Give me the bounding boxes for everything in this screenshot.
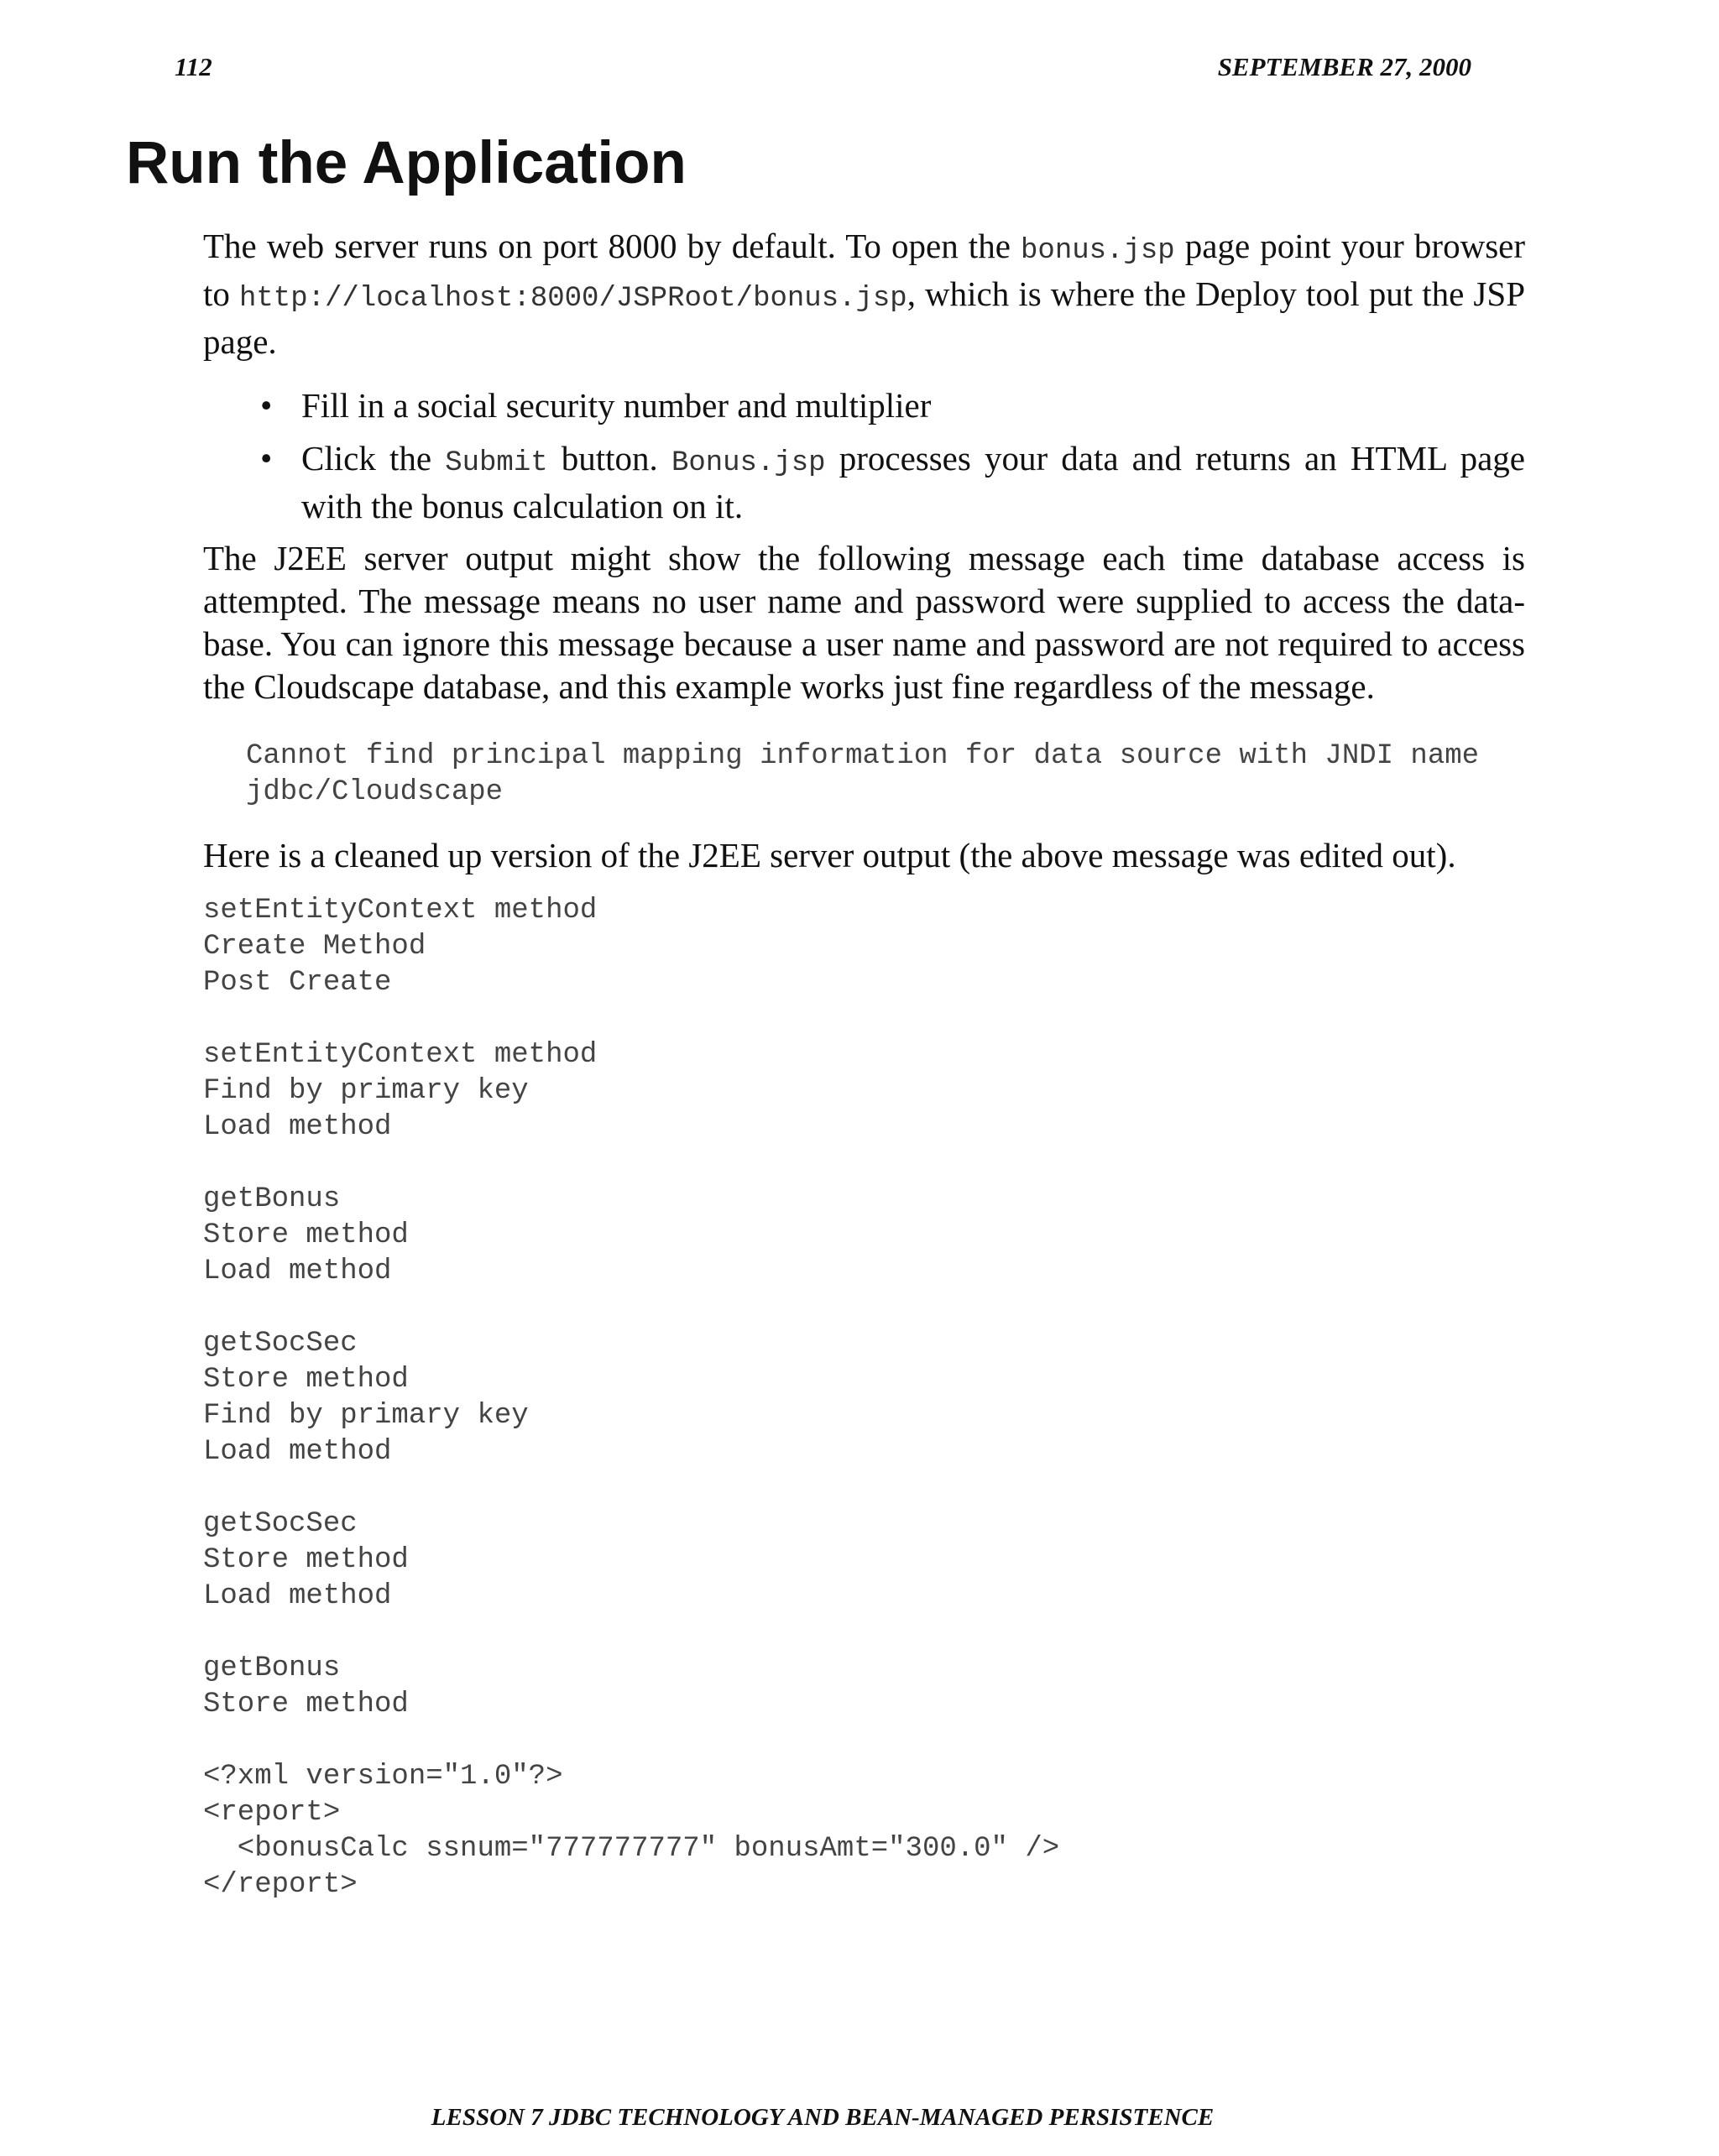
header-date: SEPTEMBER 27, 2000 (1217, 52, 1471, 81)
code-line: jdbc/Cloudscape (246, 776, 504, 808)
code-line: Create Method (203, 931, 426, 963)
code-line: setEntityContext method (203, 1039, 598, 1071)
code-line (203, 1470, 1525, 1506)
page-content (203, 225, 1525, 1903)
bullet-list (203, 384, 1525, 528)
intro-paragraph (203, 225, 1525, 363)
code-line: Load method (203, 1436, 392, 1468)
bullet-text-3: processes your data and returns an HTML page with the bonus calculation on it. (301, 439, 1525, 525)
code-line (203, 1146, 1525, 1182)
code-line: Store method (203, 1219, 409, 1251)
code-line: Load method (203, 1255, 392, 1287)
code-line: Store method (203, 1364, 409, 1396)
code-line: Store method (203, 1544, 409, 1576)
inline-code-bonus-jsp-2: Bonus.jsp (671, 447, 826, 479)
inline-code-url: http://localhost:8000/JSPRoot/bonus.jsp (238, 283, 907, 315)
code-line: </report> (203, 1869, 358, 1901)
inline-code-bonus-jsp: bonus.jsp (1021, 235, 1175, 267)
code-line (203, 1001, 1525, 1037)
running-header (175, 52, 1471, 86)
code-line: setEntityContext method (203, 895, 598, 927)
cleaned-output-intro: Here is a cleaned up version of the J2EE server output (the above message was edited out). (203, 836, 1456, 874)
code-line: getSocSec (203, 1328, 358, 1360)
bullet-text-2: button. (547, 439, 671, 478)
bullet-text-1: Click the (301, 439, 446, 478)
code-line (203, 1290, 1525, 1326)
code-line: getBonus (203, 1183, 341, 1215)
bullet-icon: • (260, 386, 273, 425)
code-line: Store method (203, 1689, 409, 1720)
code-line: Cannot find principal mapping information for data source with JNDI name (246, 740, 1480, 772)
bullet-item (203, 384, 1525, 427)
code-line: Load method (203, 1580, 392, 1612)
intro-text-1: The web server runs on port 8000 by default. To open the (203, 227, 1021, 265)
bullet-text: Fill in a social security number and multiplier (301, 386, 932, 425)
code-line: <bonusCalc ssnum="777777777" bonusAmt="300.0" /> (203, 1833, 1060, 1865)
running-footer: LESSON 7 JDBC TECHNOLOGY AND BEAN-MANAGED PERSISTENCE (431, 2104, 1215, 2131)
bullet-item (203, 437, 1525, 528)
code-line (203, 1615, 1525, 1651)
code-line: Find by primary key (203, 1075, 529, 1107)
explanation-paragraph: The J2EE server output might show the following message each time database access is attempted. The message means no user name and password were supplied to access the data-base. You can ignore this message because a user name and password are not required to access the Cloudscape database, and this example works just fine regardless of the message. (203, 539, 1525, 706)
server-output-code-block (203, 893, 1525, 1903)
intro-text-2: page point your browser to (203, 227, 1526, 313)
page-number: 112 (175, 52, 212, 81)
code-line: <?xml version="1.0"?> (203, 1761, 563, 1793)
intro-text-3: , which is where the Deploy tool put the JSP page. (203, 274, 1525, 361)
code-line (203, 1723, 1525, 1759)
inline-code-submit: Submit (445, 447, 548, 479)
section-title: Run the Application (126, 130, 687, 196)
code-line: Find by primary key (203, 1400, 529, 1432)
code-line: <report> (203, 1797, 341, 1829)
message-code-block (203, 739, 1525, 811)
code-line: getSocSec (203, 1508, 358, 1540)
code-line: Load method (203, 1111, 392, 1143)
code-line: Post Create (203, 967, 392, 999)
code-line: getBonus (203, 1652, 341, 1684)
bullet-icon: • (260, 439, 273, 478)
